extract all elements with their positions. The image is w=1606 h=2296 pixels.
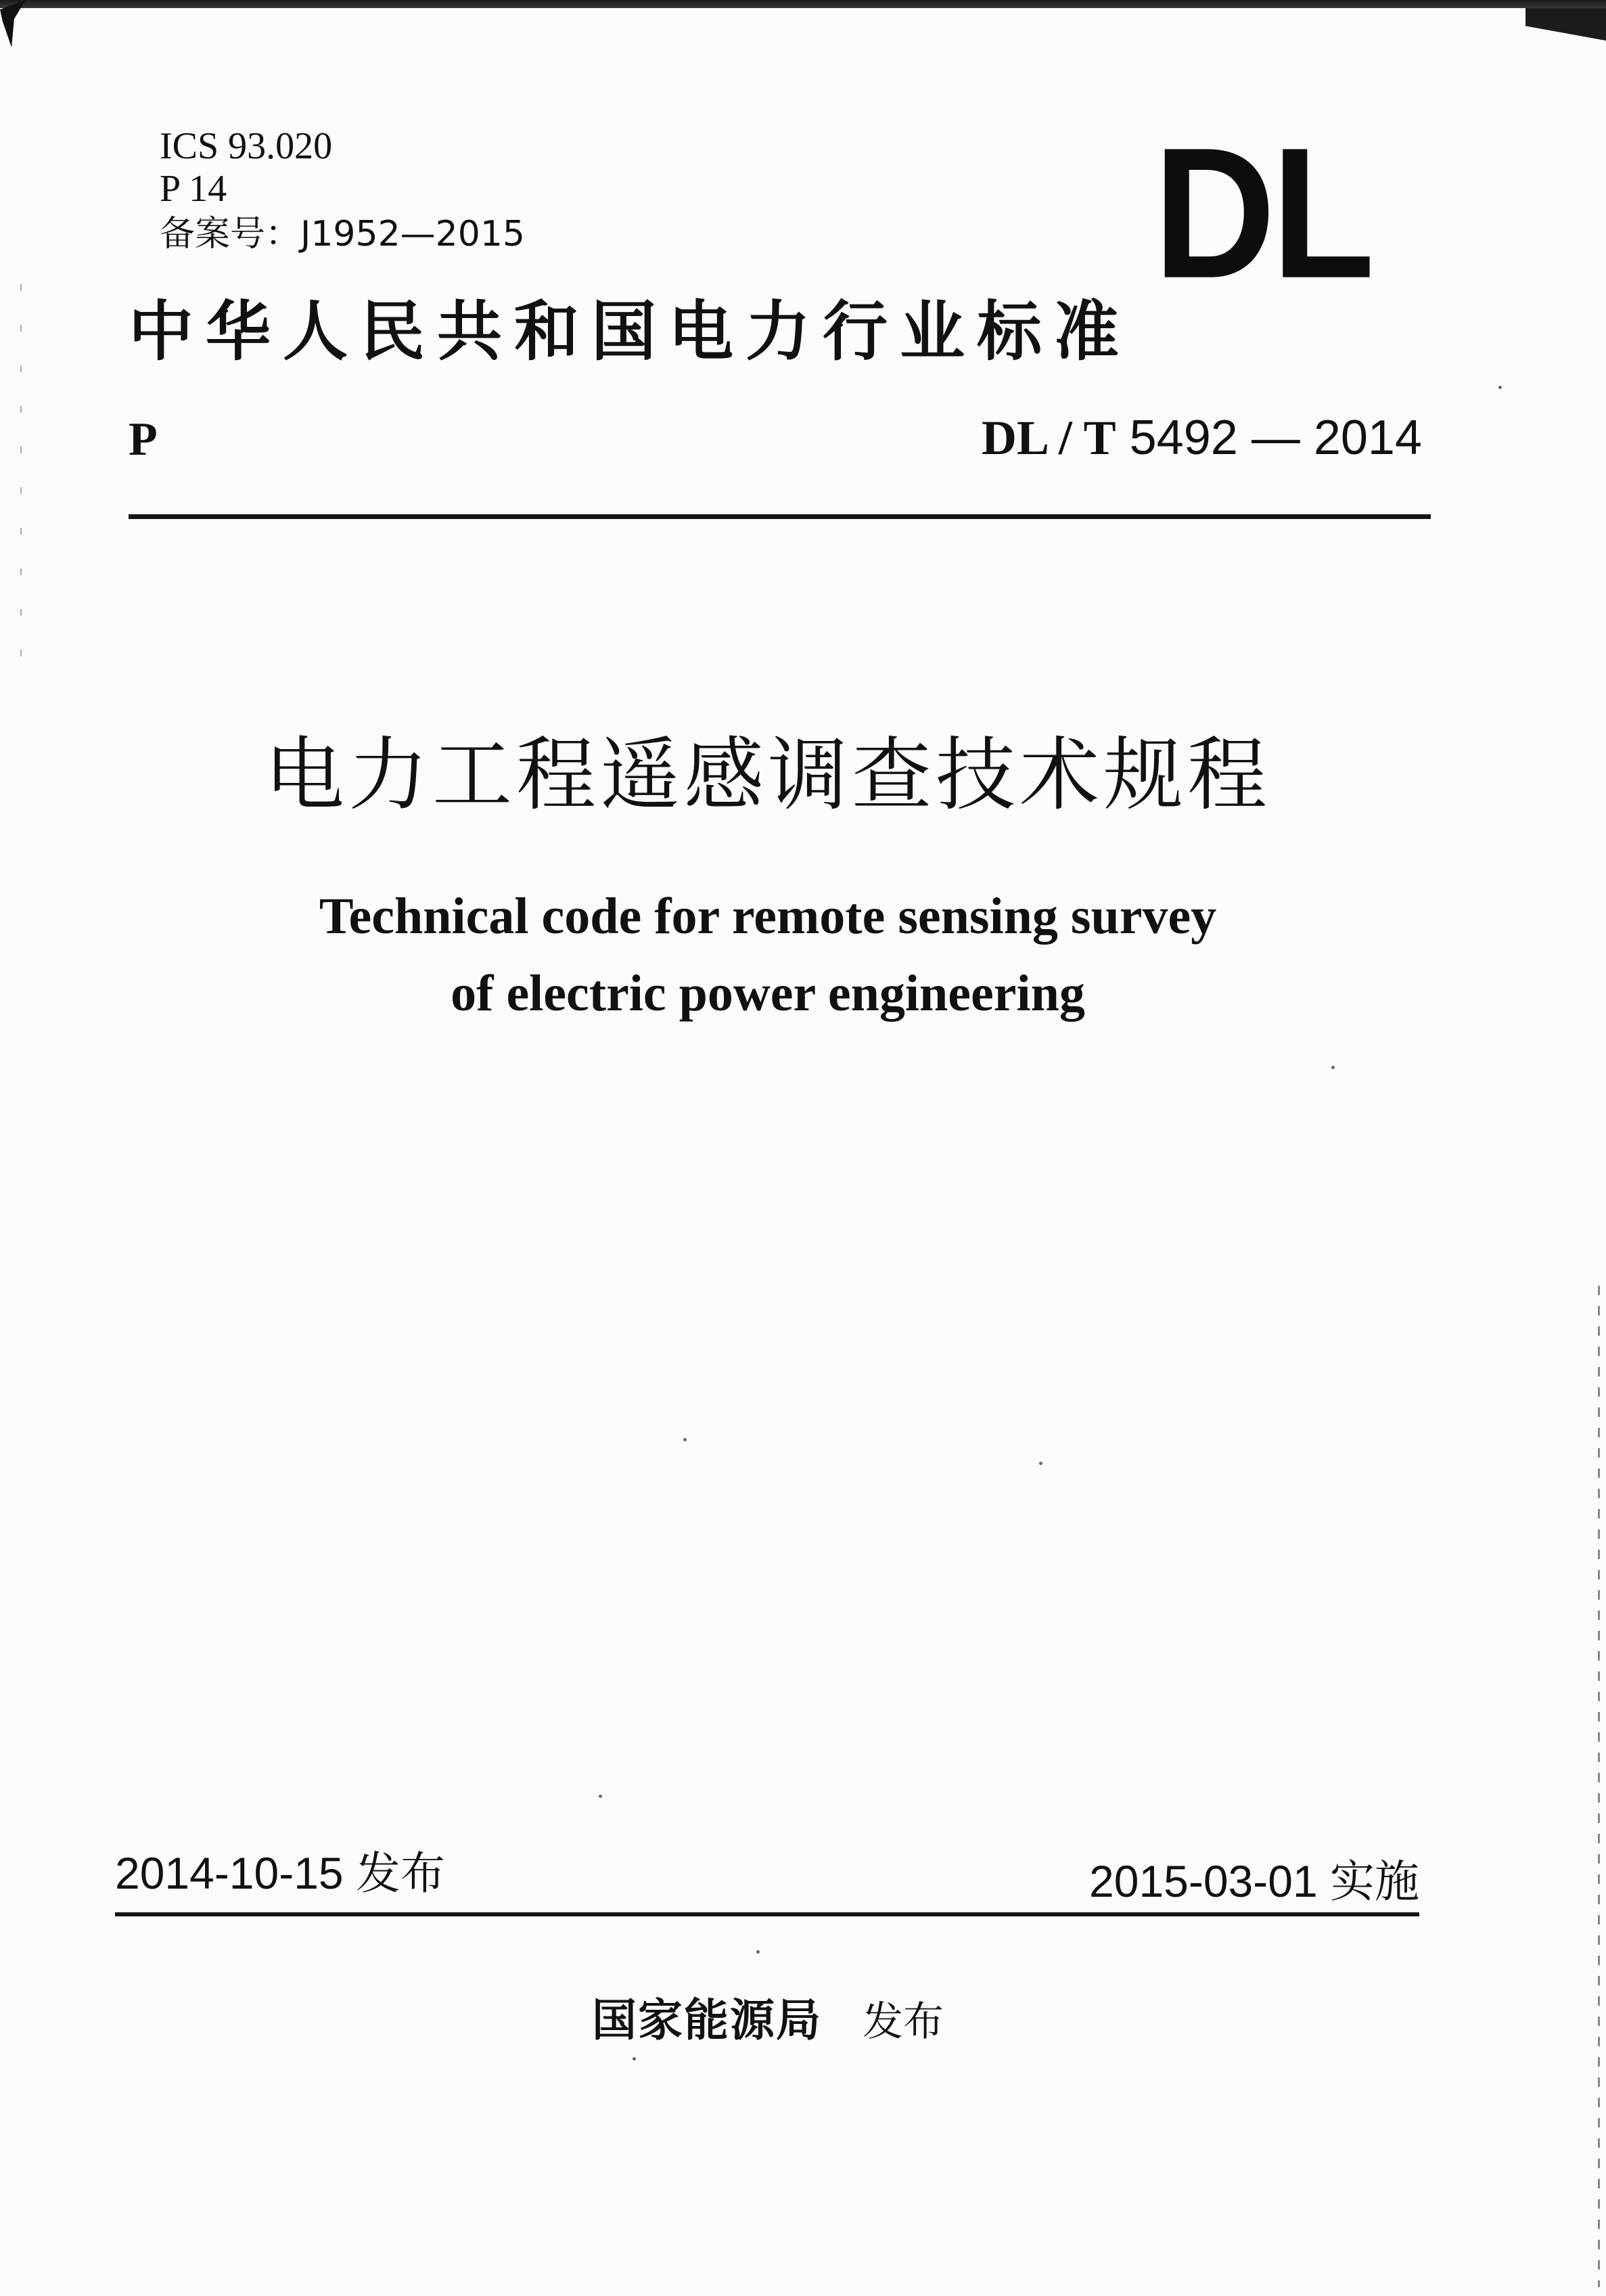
dl-logo: DL <box>1153 109 1371 317</box>
title-english-line2: of electric power engineering <box>451 965 1085 1022</box>
scan-speck <box>756 1950 760 1954</box>
scan-speck <box>1039 1462 1042 1465</box>
filing-number: 备案号：J1952—2015 <box>160 214 526 254</box>
publisher-organization: 国家能源局 <box>592 1994 822 2046</box>
ics-code: ICS 93.020 <box>160 125 333 167</box>
title-chinese: 电力工程遥感调查技术规程 <box>264 728 1271 821</box>
scan-speck <box>599 1795 602 1798</box>
scan-right-edge <box>1598 1286 1600 2287</box>
organization-title: 中华人民共和国电力行业标准 <box>129 293 1131 369</box>
classification-letter: P <box>129 413 158 466</box>
scan-corner-shadow <box>1525 8 1606 41</box>
category-code: P 14 <box>160 168 227 210</box>
scan-speck <box>1331 1066 1335 1069</box>
effective-date: 2015-03-01 实施 <box>1089 1856 1419 1906</box>
scan-top-edge <box>0 0 1606 8</box>
title-english-line1: Technical code for remote sensing survey <box>319 888 1217 945</box>
standard-code: 5492 — 2014 <box>1129 411 1422 465</box>
publisher-action: 发布 <box>863 1998 944 2046</box>
standard-number <box>982 409 1422 467</box>
scan-speck <box>683 1438 687 1441</box>
issue-date: 2014-10-15 发布 <box>115 1848 445 1898</box>
footer-rule <box>115 1912 1419 1916</box>
publisher <box>0 1993 1536 2049</box>
scan-left-ticks <box>20 284 22 690</box>
scan-speck <box>1498 386 1502 389</box>
scan-speck <box>633 2057 636 2061</box>
header-rule <box>129 514 1431 519</box>
standard-prefix: DL / T <box>981 411 1116 465</box>
